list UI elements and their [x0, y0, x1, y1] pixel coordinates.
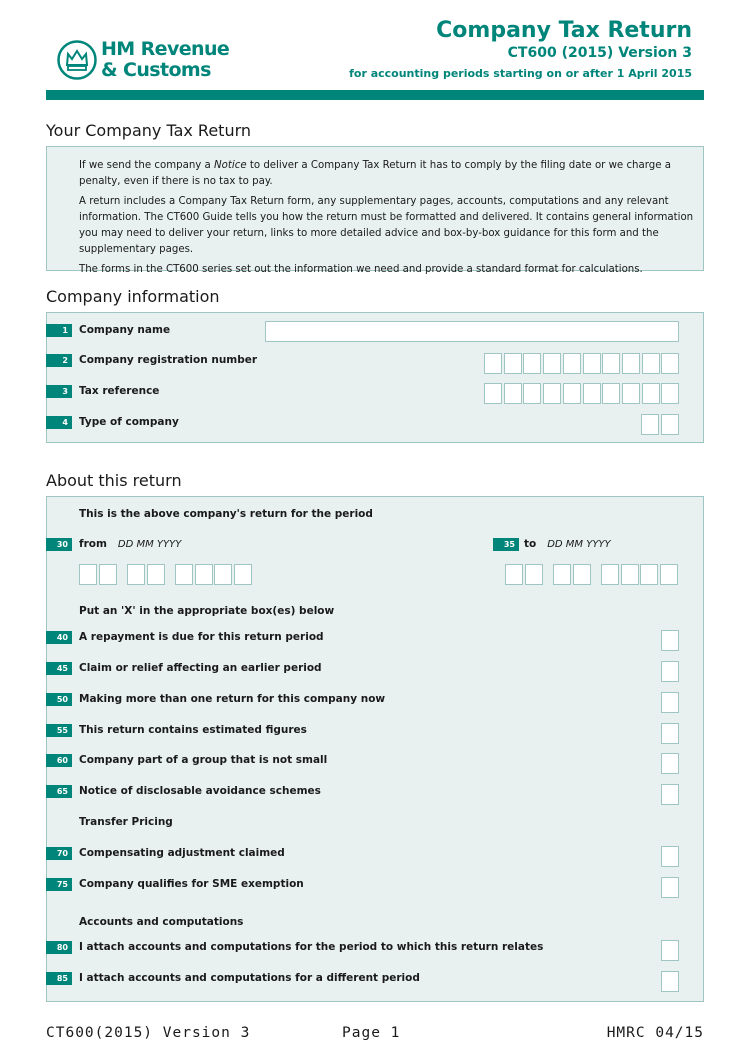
period-to-label [524, 538, 611, 550]
box-number-45: 45 [46, 662, 72, 675]
from-date-cell-8[interactable] [234, 564, 252, 585]
period-from-label [79, 538, 181, 550]
accounts-different-period-label: I attach accounts and computations for a different period [79, 972, 420, 984]
period-to-date-hint: DD MM YYYY [547, 539, 611, 550]
to-date-cell-1[interactable] [505, 564, 523, 585]
to-date-cell-6[interactable] [621, 564, 639, 585]
from-date-cell-7[interactable] [214, 564, 232, 585]
registration-number-cell-5[interactable] [563, 353, 581, 374]
sme-exemption-checkbox[interactable] [661, 877, 679, 898]
multiple-returns-label: Making more than one return for this company now [79, 693, 386, 705]
compensating-adjustment-checkbox[interactable] [661, 846, 679, 867]
notice-term: Notice [214, 160, 247, 171]
box-number-65: 65 [46, 785, 72, 798]
company-registration-number-label: Company registration number [79, 354, 258, 366]
registration-number-cell-4[interactable] [543, 353, 561, 374]
to-date-cell-3[interactable] [553, 564, 571, 585]
intro-paragraph-3: The forms in the CT600 series set out the information we need and provide a standard format for calculations. [79, 264, 643, 275]
intro-paragraph-1 [79, 158, 695, 190]
section-heading-about-return: About this return [46, 471, 182, 490]
avoidance-schemes-checkbox[interactable] [661, 784, 679, 805]
box-number-60: 60 [46, 754, 72, 767]
registration-number-cell-7[interactable] [602, 353, 620, 374]
logo-line-1: HM Revenue [101, 38, 230, 60]
registration-number-cell-2[interactable] [504, 353, 522, 374]
from-date-cell-4[interactable] [147, 564, 165, 585]
accounts-computations-heading: Accounts and computations [79, 916, 244, 928]
estimated-figures-label: This return contains estimated figures [79, 724, 307, 736]
transfer-pricing-heading: Transfer Pricing [79, 816, 173, 828]
box-number-85: 85 [46, 972, 72, 985]
box-number-4: 4 [46, 416, 72, 429]
to-date-cell-8[interactable] [660, 564, 678, 585]
checkbox-instruction: Put an 'X' in the appropriate box(es) below [79, 605, 335, 617]
group-not-small-label: Company part of a group that is not small [79, 754, 328, 766]
intro-p1-end: to deliver a Company Tax Return it has to comply by the filing date or we charge a penalty, even if there is no tax to pay. [79, 160, 671, 187]
accounts-this-period-label: I attach accounts and computations for the period to which this return relates [79, 941, 544, 953]
box-number-75: 75 [46, 878, 72, 891]
box-number-80: 80 [46, 941, 72, 954]
tax-reference-cell-9[interactable] [642, 383, 660, 404]
from-date-cell-6[interactable] [195, 564, 213, 585]
to-date-cell-5[interactable] [601, 564, 619, 585]
from-date-cell-1[interactable] [79, 564, 97, 585]
box-number-30: 30 [46, 538, 72, 551]
tax-reference-cell-8[interactable] [622, 383, 640, 404]
to-date-cell-2[interactable] [525, 564, 543, 585]
type-of-company-cell-2[interactable] [661, 414, 679, 435]
tax-reference-label: Tax reference [79, 385, 160, 397]
box-number-55: 55 [46, 724, 72, 737]
box-number-40: 40 [46, 631, 72, 644]
multiple-returns-checkbox[interactable] [661, 692, 679, 713]
group-not-small-checkbox[interactable] [661, 753, 679, 774]
tax-reference-cell-3[interactable] [523, 383, 541, 404]
claim-earlier-period-label: Claim or relief affecting an earlier period [79, 662, 322, 674]
period-to-word: to [524, 538, 537, 550]
registration-number-cell-9[interactable] [642, 353, 660, 374]
from-date-cell-5[interactable] [175, 564, 193, 585]
type-of-company-cell-1[interactable] [641, 414, 659, 435]
header-rule [46, 90, 704, 100]
return-period-intro: This is the above company's return for the period [79, 508, 373, 520]
type-of-company-label: Type of company [79, 416, 179, 428]
box-number-3: 3 [46, 385, 72, 398]
intro-paragraph-2: A return includes a Company Tax Return form, any supplementary pages, accounts, computations and any relevant information. The CT600 Guide tells you how the return must be formatted and delivered. It contains general information you may need to deliver your return, links to more detailed advice and box-by-box guidance for this form and the supplementary pages. [79, 196, 694, 255]
repayment-due-label: A repayment is due for this return period [79, 631, 324, 643]
tax-reference-cell-10[interactable] [661, 383, 679, 404]
footer-form-id: CT600(2015) Version 3 [46, 1025, 251, 1041]
registration-number-cell-10[interactable] [661, 353, 679, 374]
hmrc-wordmark [101, 39, 229, 81]
form-version: CT600 (2015) Version 3 [507, 45, 692, 61]
repayment-due-checkbox[interactable] [661, 630, 679, 651]
to-date-cell-7[interactable] [640, 564, 658, 585]
tax-reference-cell-6[interactable] [583, 383, 601, 404]
registration-number-cell-3[interactable] [523, 353, 541, 374]
company-name-label: Company name [79, 324, 171, 336]
intro-p1-start: If we send the company a [79, 160, 215, 171]
tax-reference-cell-5[interactable] [563, 383, 581, 404]
from-date-cell-2[interactable] [99, 564, 117, 585]
section-heading-company-info: Company information [46, 287, 220, 306]
footer-page-number: Page 1 [342, 1025, 401, 1041]
registration-number-cell-6[interactable] [583, 353, 601, 374]
logo-line-2: & Customs [101, 59, 211, 81]
claim-earlier-period-checkbox[interactable] [661, 661, 679, 682]
footer-hmrc-date: HMRC 04/15 [606, 1025, 704, 1041]
tax-reference-cell-7[interactable] [602, 383, 620, 404]
avoidance-schemes-label: Notice of disclosable avoidance schemes [79, 785, 321, 797]
box-number-50: 50 [46, 693, 72, 706]
registration-number-cell-1[interactable] [484, 353, 502, 374]
box-number-1: 1 [46, 324, 72, 337]
form-title: Company Tax Return [436, 18, 692, 43]
section-heading-your-return: Your Company Tax Return [46, 121, 252, 140]
tax-reference-cell-1[interactable] [484, 383, 502, 404]
tax-reference-cell-2[interactable] [504, 383, 522, 404]
from-date-cell-3[interactable] [127, 564, 145, 585]
company-name-input[interactable] [265, 321, 679, 342]
estimated-figures-checkbox[interactable] [661, 723, 679, 744]
hmrc-crown-logo [57, 40, 97, 80]
intro-panel [46, 146, 704, 275]
accounts-different-period-checkbox[interactable] [661, 971, 679, 992]
box-number-35: 35 [493, 538, 519, 551]
accounts-this-period-checkbox[interactable] [661, 940, 679, 961]
period-from-word: from [79, 538, 107, 550]
registration-number-cell-8[interactable] [622, 353, 640, 374]
box-number-70: 70 [46, 847, 72, 860]
tax-reference-cell-4[interactable] [543, 383, 561, 404]
period-from-date-hint: DD MM YYYY [117, 539, 182, 550]
to-date-cell-4[interactable] [573, 564, 591, 585]
compensating-adjustment-label: Compensating adjustment claimed [79, 847, 285, 859]
sme-exemption-label: Company qualifies for SME exemption [79, 878, 304, 890]
box-number-2: 2 [46, 354, 72, 367]
form-applicability-note: for accounting periods starting on or after 1 April 2015 [349, 67, 692, 80]
